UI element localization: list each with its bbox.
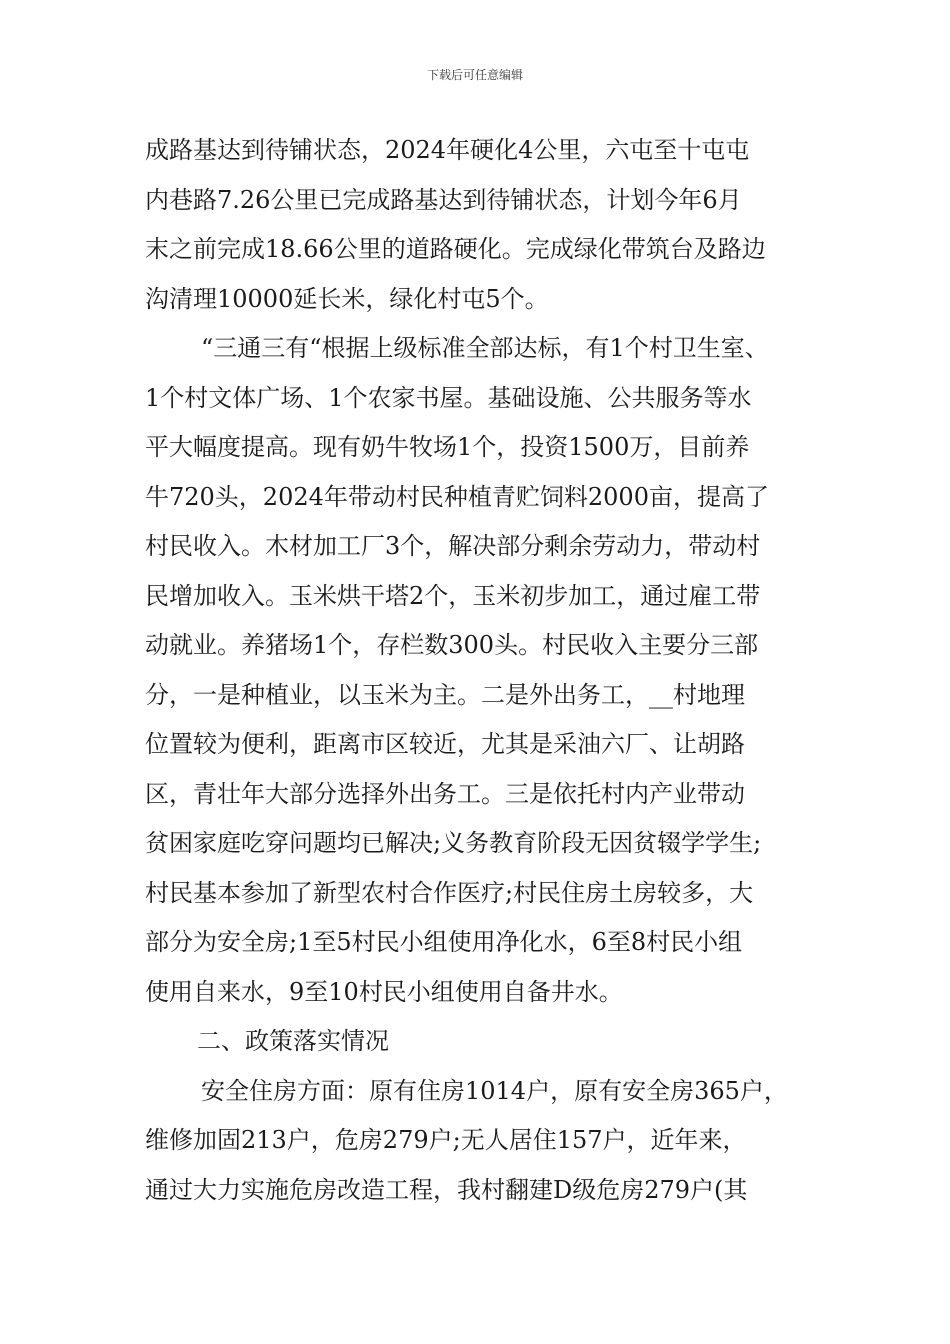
document-body <box>145 126 815 1215</box>
text-line: 成路基达到待铺状态，2024年硬化4公里，六屯至十屯屯 <box>145 136 750 164</box>
text-line: 维修加固213户，危房279户;无人居住157户，近年来， <box>145 1126 747 1154</box>
text-line: “三通三有“根据上级标准全部达标，有1个村卫生室、 <box>201 334 769 362</box>
text-line: 部分为安全房;1至5村民小组使用净化水，6至8村民小组 <box>145 928 743 956</box>
text-line: 沟清理10000延长米，绿化村屯5个。 <box>145 284 549 313</box>
text-line: 位置较为便利，距离市区较近，尤其是采油六厂、让胡路 <box>145 730 745 758</box>
text-line: 动就业。养猪场1个，存栏数300头。村民收入主要分三部 <box>145 631 759 659</box>
page-header: 下载后可任意编辑 <box>426 68 523 82</box>
text-line: 1个村文体广场、1个农家书屋。基础设施、公共服务等水 <box>145 383 752 412</box>
text-line: 村民基本参加了新型农村合作医疗;村民住房土房较多，大 <box>145 878 754 907</box>
text-line: 内巷路7.26公里已完成路基达到待铺状态，计划今年6月 <box>145 185 742 214</box>
text-line: 使用自来水，9至10村民小组使用自备井水。 <box>145 977 623 1006</box>
text-line: 村民收入。木材加工厂3个，解决部分剩余劳动力，带动村 <box>145 532 761 560</box>
text-line: 区，青壮年大部分选择外出务工。三是依托村内产业带动 <box>145 779 745 808</box>
text-line: 安全住房方面：原有住房1014户，原有安全房365户， <box>201 1076 788 1105</box>
section-heading: 二、政策落实情况 <box>197 1027 389 1055</box>
text-line: 贫困家庭吃穿问题均已解决;义务教育阶段无因贫辍学学生; <box>145 829 762 857</box>
text-line: 分，一是种植业，以玉米为主。二是外出务工，__村地理 <box>145 680 745 709</box>
text-line: 平大幅度提高。现有奶牛牧场1个，投资1500万，目前养 <box>145 433 750 461</box>
text-line: 民增加收入。玉米烘干塔2个，玉米初步加工，通过雇工带 <box>145 581 761 610</box>
text-line: 牛720头，2024年带动村民种植青贮饲料2000亩，提高了 <box>145 482 769 511</box>
text-line: 通过大力实施危房改造工程，我村翻建D级危房279户(其 <box>145 1175 748 1204</box>
text-line: 末之前完成18.66公里的道路硬化。完成绿化带筑台及路边 <box>145 235 766 263</box>
